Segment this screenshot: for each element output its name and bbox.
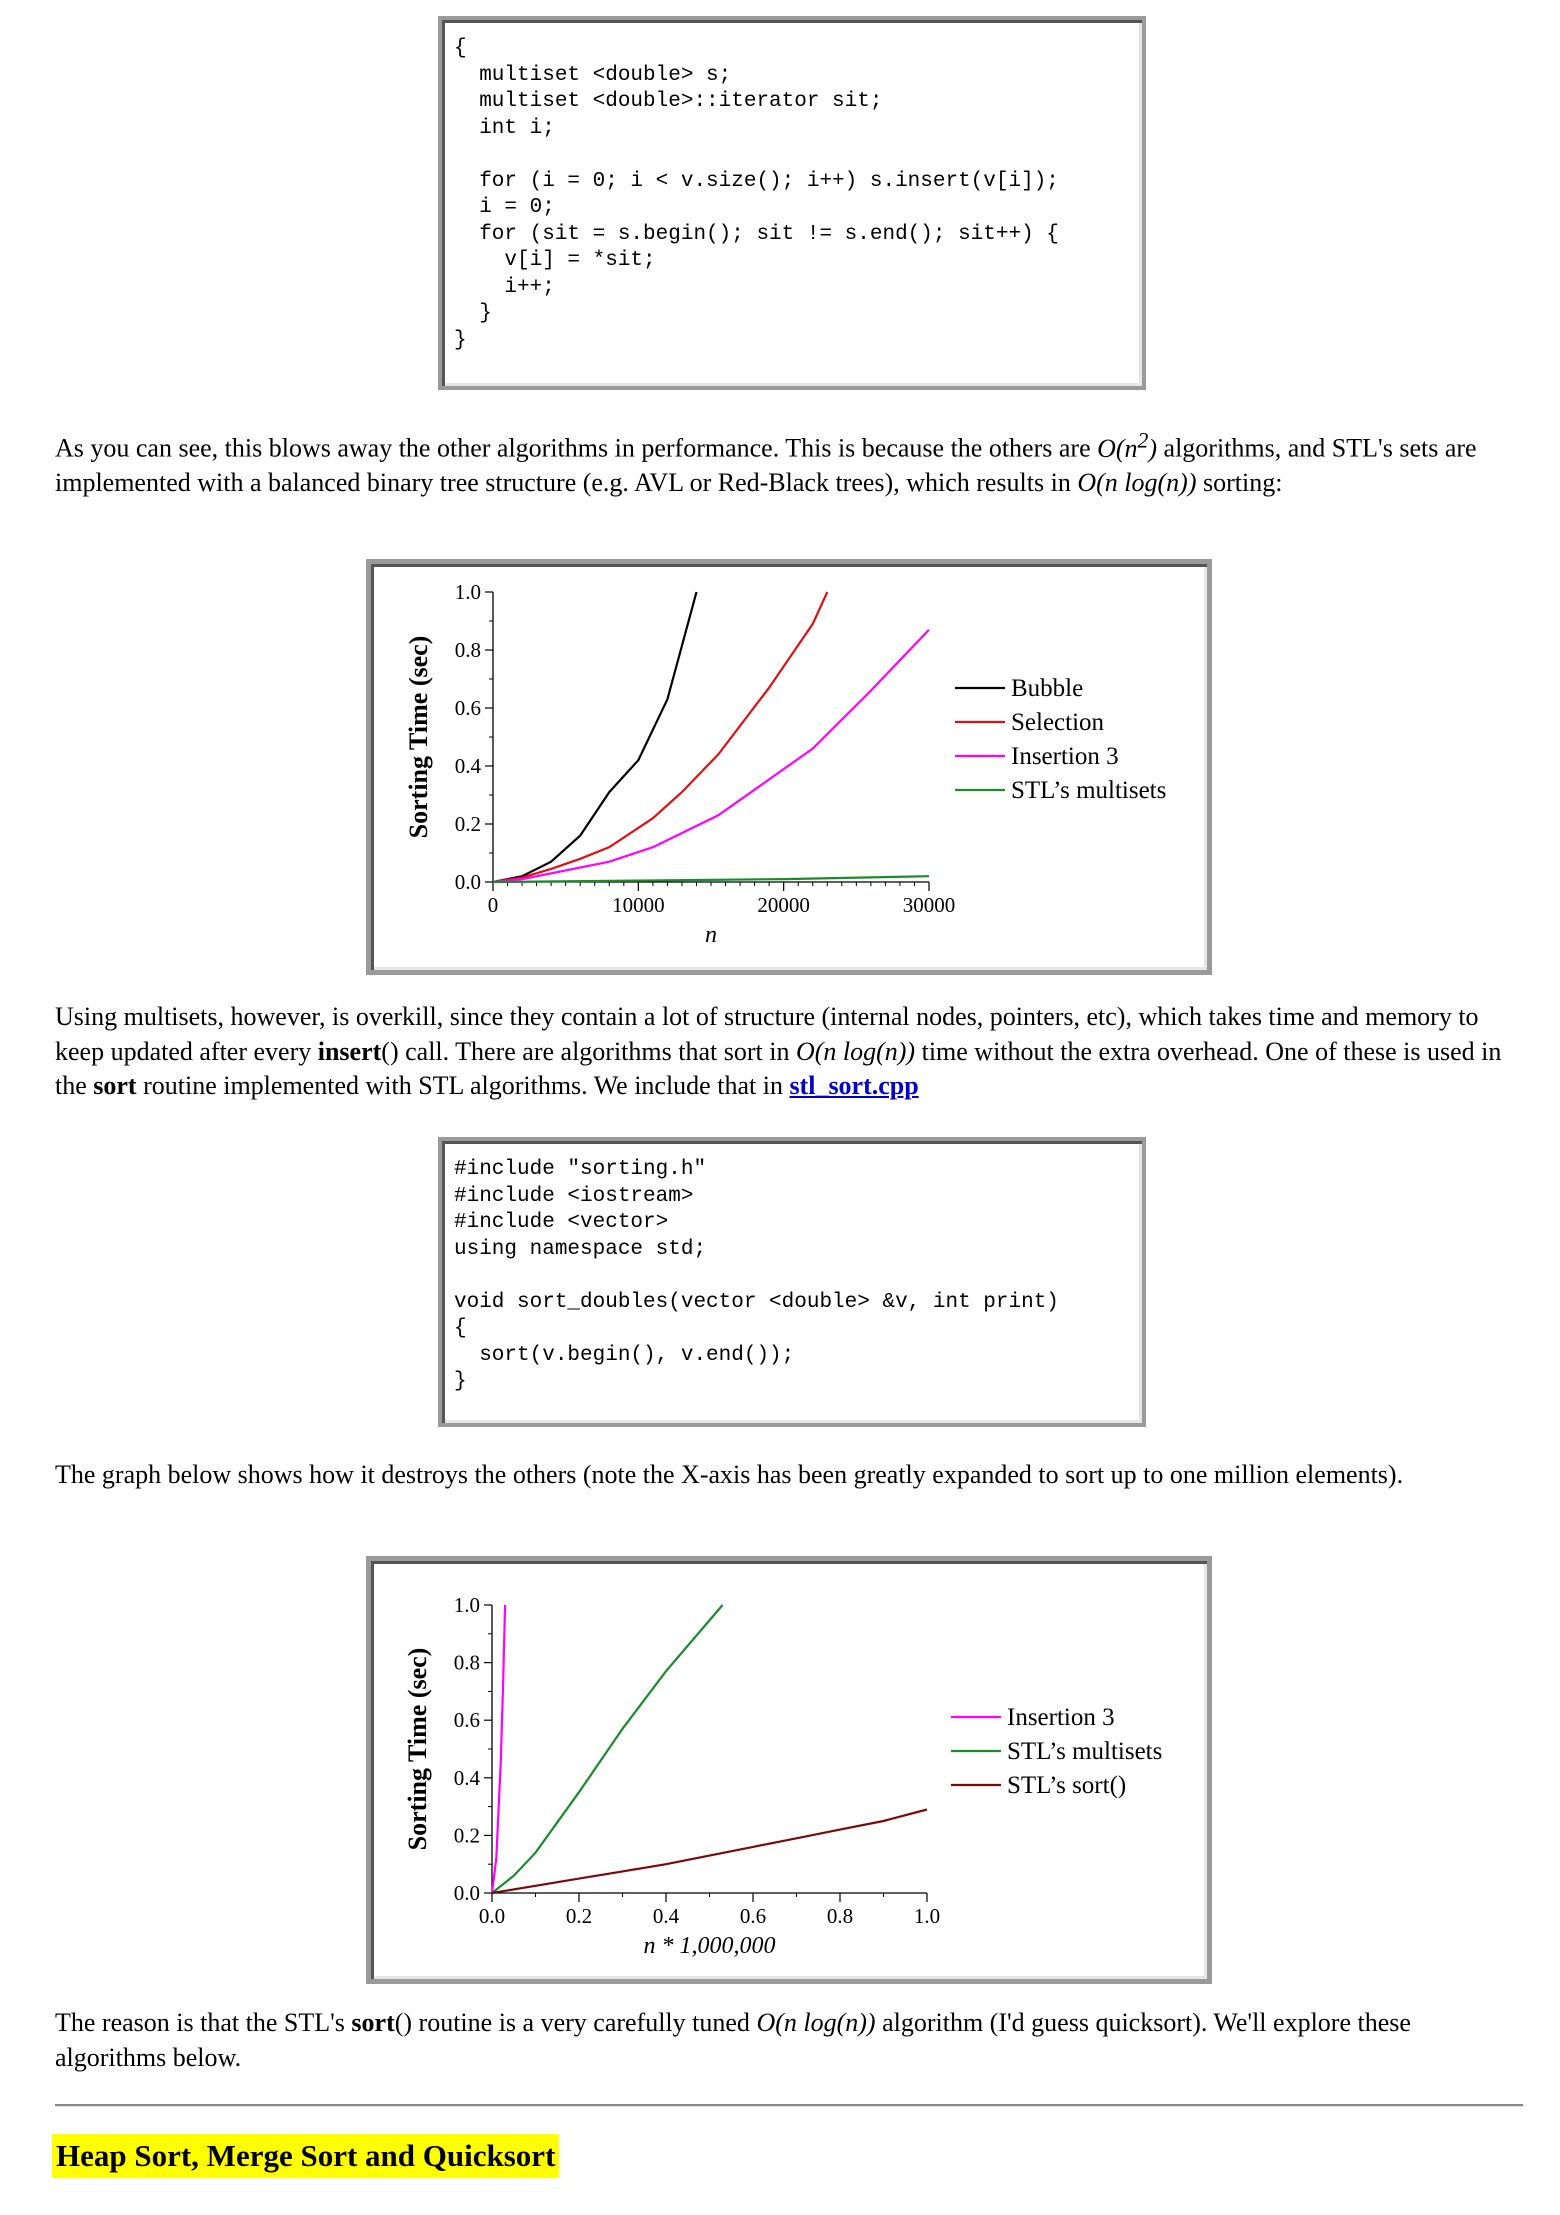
x-tick-label: 20000 — [757, 893, 810, 917]
paragraph-multisets-overkill: Using multisets, however, is overkill, since they contain a lot of structure (internal nodes, pointers, etc), which takes time and memory to keep updated after every insert() call. There are algorithms that sort in O(n log(n)) time without the extra overhead. One of these is used in the sort routine implemented with STL algorithms. We include that in stl_sort.cpp — [55, 1002, 1502, 1100]
chart-1-svg — [371, 564, 1217, 980]
big-o-nlogn: O(n log(n)) — [1077, 468, 1197, 498]
x-tick-label: 1.0 — [913, 1904, 941, 1928]
y-tick-label: 0.8 — [454, 638, 481, 662]
x-tick-label: 0.4 — [652, 1904, 680, 1928]
big-o-n-squared: $O(n^2)$ — [1097, 428, 1158, 463]
series-line-stl-s-multisets — [493, 876, 929, 882]
x-tick-label: 30000 — [902, 893, 956, 917]
y-tick-label: 0.0 — [453, 1881, 480, 1905]
series-line-selection — [493, 592, 827, 882]
multiset-code-block — [438, 16, 1146, 390]
series-line-stl-s-multisets — [492, 1605, 723, 1893]
x-tick-label: 0.8 — [826, 1904, 854, 1928]
x-tick-label: 0.0 — [478, 1904, 506, 1928]
chart-sorting-comparison — [366, 559, 1212, 975]
x-axis-label: n — [705, 922, 717, 948]
y-tick-label: 0.2 — [454, 812, 481, 836]
y-axis-label: Sorting Time (sec) — [403, 1647, 432, 1851]
y-tick-label: 0.8 — [453, 1650, 480, 1675]
x-axis-label: n * 1,000,000 — [643, 1933, 776, 1959]
series-line-insertion-3 — [493, 630, 929, 882]
paragraph-graph-below: The graph below shows how it destroys the others (note the X-axis has been greatly expanded to sort up to one million elements). — [55, 1460, 1404, 1489]
legend-label: STL’s multisets — [1011, 777, 1167, 804]
legend-label: Selection — [1011, 709, 1105, 736]
series-line-bubble — [493, 592, 697, 882]
insert-keyword: insert — [317, 1036, 382, 1066]
x-tick-label: 0.6 — [739, 1904, 767, 1928]
horizontal-rule — [55, 2104, 1523, 2107]
sort-keyword: sort — [93, 1071, 137, 1100]
multiset-code: { multiset <double> s; multiset <double>::iterator sit; int i; for (i = 0; i < v.size(); i++) s.insert(v[i]); i = 0; for (sit = s.begin(); sit != s.end(); sit++) { v[i] = *sit; i++; } } — [454, 37, 1059, 352]
legend-label: STL’s multisets — [1007, 1738, 1163, 1765]
y-tick-label: 0.6 — [453, 1708, 480, 1733]
legend-label: Insertion 3 — [1007, 1704, 1115, 1731]
legend-label: STL’s sort() — [1007, 1772, 1127, 1799]
chart-2-svg — [371, 1561, 1217, 1989]
y-tick-label: 0.4 — [453, 1765, 480, 1790]
stl-sort-cpp-link[interactable]: stl_sort.cpp — [789, 1071, 919, 1100]
section-heading: Heap Sort, Merge Sort and Quicksort — [52, 2134, 559, 2178]
chart-stl-sort-comparison — [366, 1556, 1212, 1984]
y-tick-label: 0.6 — [454, 696, 481, 720]
legend-label: Bubble — [1011, 675, 1084, 702]
x-tick-label: 0.2 — [565, 1904, 593, 1928]
y-tick-label: 1.0 — [454, 580, 481, 604]
y-tick-label: 0.0 — [454, 870, 481, 894]
stl-sort-code-block — [438, 1137, 1146, 1427]
series-line-insertion-3 — [492, 1605, 505, 1893]
x-tick-label: 10000 — [612, 893, 665, 917]
paragraph-performance: As you can see, this blows away the other algorithms in performance. This is because the others are $O(n^2)$ algorithms, and STL's sets are implemented with a balanced binary tree structure (e.g. AVL or Red-Black trees), which results in O(n log(n)) sorting: — [55, 428, 1477, 498]
y-tick-label: 0.4 — [454, 754, 481, 778]
y-axis-label: Sorting Time (sec) — [404, 635, 433, 839]
y-tick-label: 0.2 — [453, 1823, 480, 1848]
x-tick-label: 0 — [487, 893, 499, 917]
paragraph-reason: The reason is that the STL's sort() routine is a very carefully tuned O(n log(n)) algorithm (I'd guess quicksort). We'll explore these algorithms below. — [55, 2008, 1411, 2072]
legend-label: Insertion 3 — [1011, 743, 1119, 770]
stl-sort-code: #include "sorting.h" #include <iostream> #include <vector> using namespace std; void sort_doubles(vector <double> &v, int print) { sort(v.begin(), v.end()); } — [454, 1158, 1059, 1393]
y-tick-label: 1.0 — [453, 1593, 480, 1617]
